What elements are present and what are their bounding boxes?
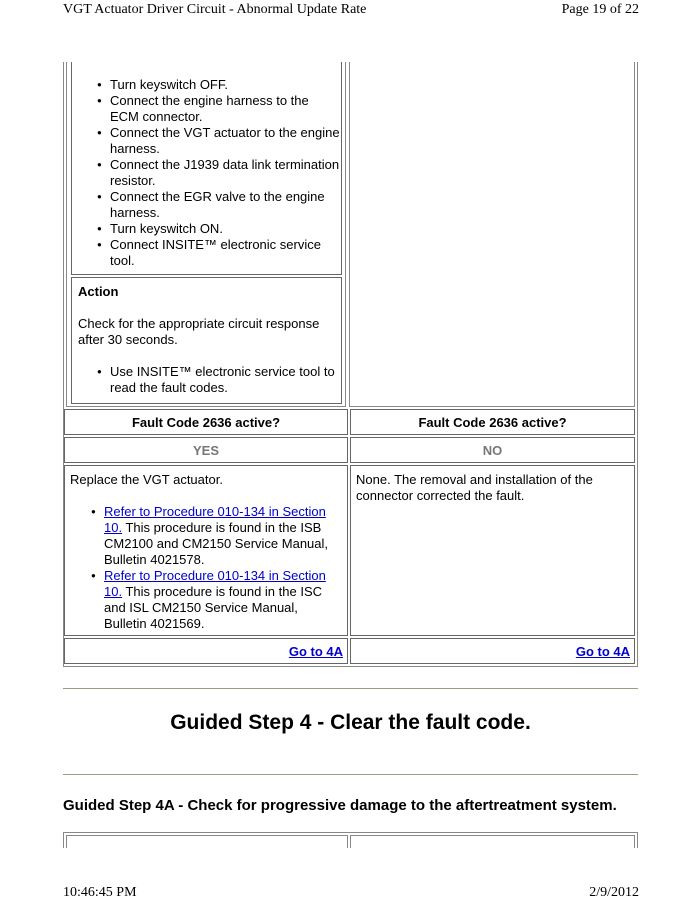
action-list [78, 364, 335, 396]
no-result-text: None. The removal and installation of the connector corrected the fault. [356, 472, 593, 503]
print-date: 2/9/2012 [589, 885, 639, 900]
procedure-link[interactable]: Refer to Procedure 010-134 in Section 10. [104, 568, 326, 599]
divider [63, 688, 638, 689]
next-table-left-cell [66, 835, 348, 848]
list-item: ● Use INSITE™ electronic service tool to read the fault codes. [110, 364, 335, 396]
action-cell [71, 277, 342, 404]
steps-list [72, 77, 341, 269]
action-heading: Action [78, 284, 119, 299]
question-right: Fault Code 2636 active? [350, 409, 635, 435]
go-to-4a-link[interactable]: Go to 4A [288, 644, 343, 659]
answer-yes: YES [64, 437, 348, 463]
yes-result-cell [64, 465, 348, 636]
list-item: ● Turn keyswitch ON. [110, 221, 341, 237]
yes-result-list [70, 504, 342, 632]
document-title: VGT Actuator Driver Circuit - Abnormal Update Rate [63, 2, 367, 17]
next-table-right-cell [350, 835, 635, 848]
no-result-cell [350, 465, 635, 636]
list-item: ● Connect the engine harness to the ECM connector. [110, 93, 341, 125]
goto-left-cell [64, 638, 348, 664]
list-item [104, 568, 342, 632]
question-left: Fault Code 2636 active? [64, 409, 348, 435]
right-upper-cell [349, 62, 635, 407]
yes-result-text: Replace the VGT actuator. [70, 472, 223, 487]
list-item: ● Turn keyswitch OFF. [110, 77, 341, 93]
page-number: Page 19 of 22 [561, 2, 639, 17]
go-to-4a-link[interactable]: Go to 4A [575, 644, 630, 659]
procedure-note: This procedure is found in the ISC and ISL CM2150 Service Manual, Bulletin 4021569. [104, 584, 323, 631]
steps-cell [71, 62, 342, 275]
step-4-heading: Guided Step 4 - Clear the fault code. [170, 711, 531, 734]
procedure-link[interactable]: Refer to Procedure 010-134 in Section 10. [104, 504, 326, 535]
answer-no: NO [350, 437, 635, 463]
divider [63, 774, 638, 775]
procedure-note: This procedure is found in the ISB CM2100 and CM2150 Service Manual, Bulletin 4021578. [104, 520, 329, 567]
list-item [104, 504, 342, 568]
step-4a-heading: Guided Step 4A - Check for progressive damage to the aftertreatment system. [63, 797, 617, 814]
list-item: ● Connect the VGT actuator to the engine harness. [110, 125, 341, 157]
print-time: 10:46:45 PM [63, 885, 137, 900]
list-item: ● Connect the J1939 data link termination resistor. [110, 157, 341, 189]
list-item: ● Connect the EGR valve to the engine harness. [110, 189, 341, 221]
goto-right-cell [350, 638, 635, 664]
action-text: Check for the appropriate circuit response after 30 seconds. [78, 316, 320, 347]
list-item: ● Connect INSITE™ electronic service tool. [110, 237, 341, 269]
